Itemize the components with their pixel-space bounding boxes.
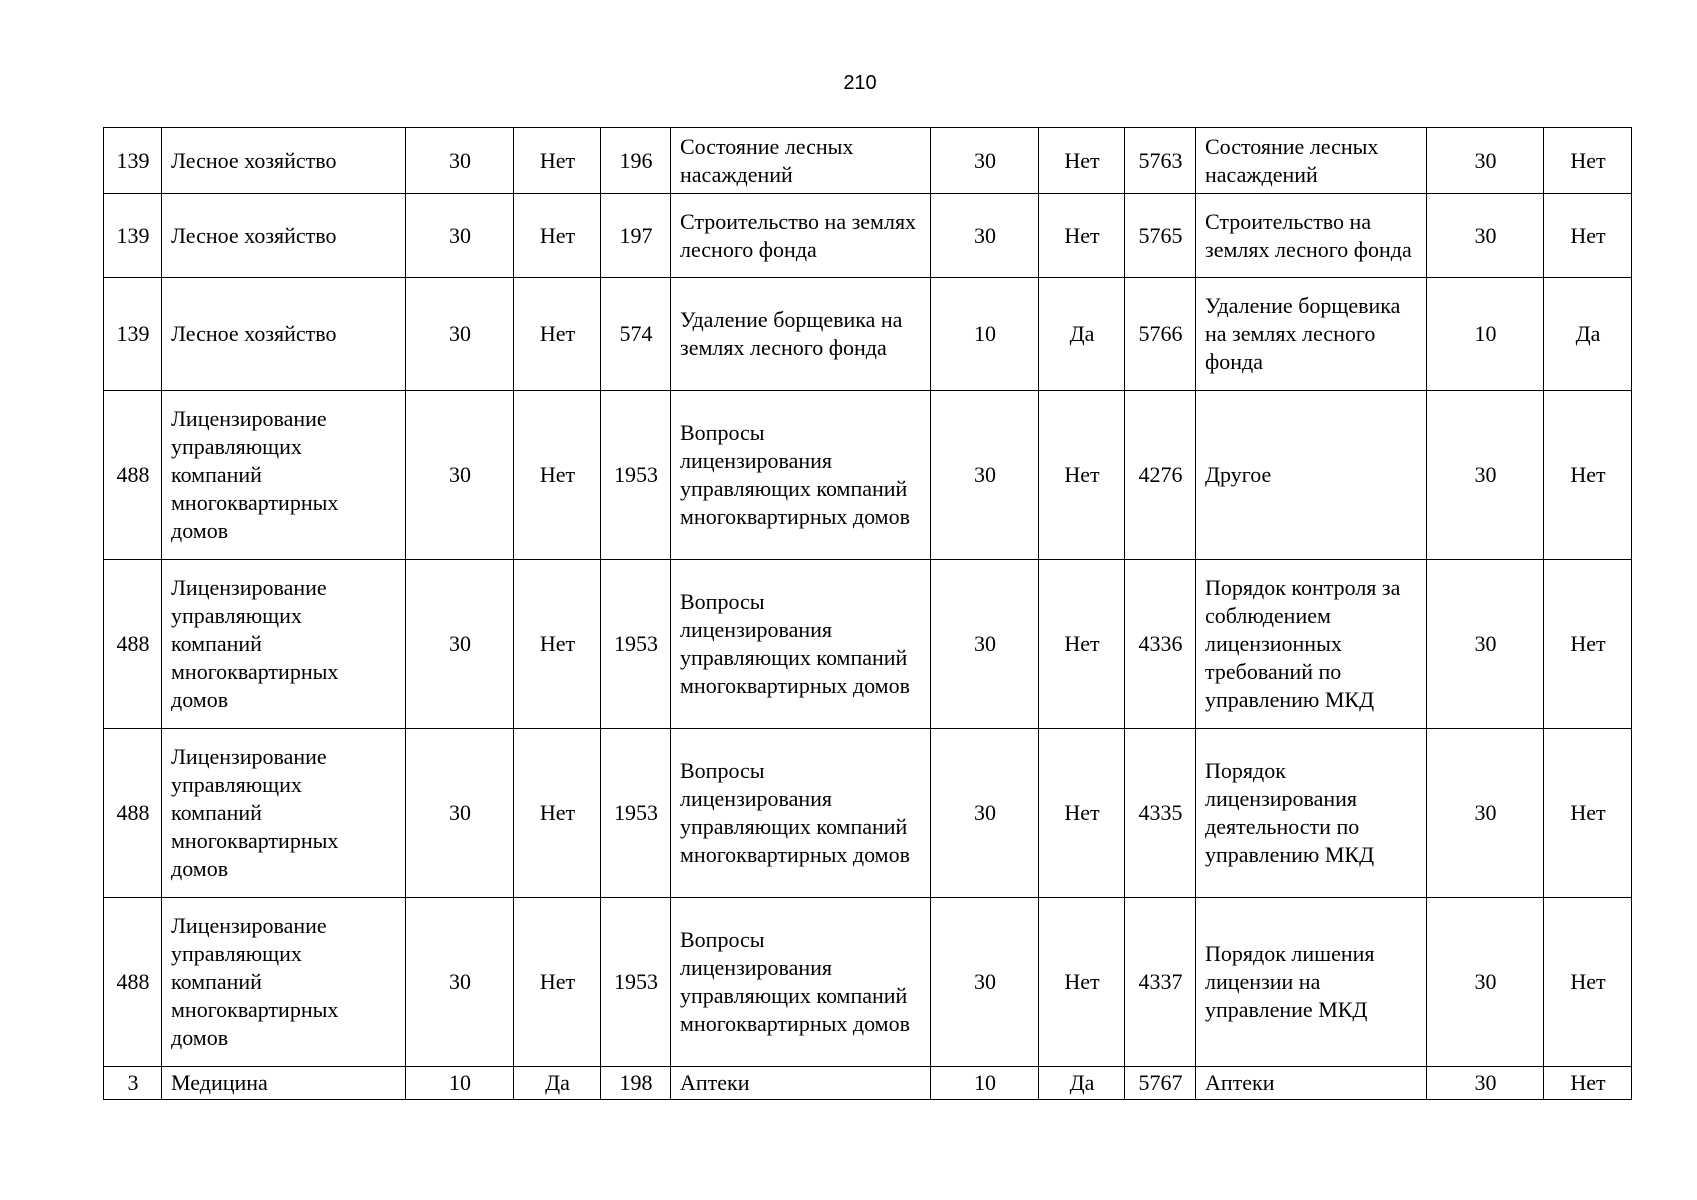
question-name-cell: Состояние лесных насаждений	[1196, 128, 1427, 194]
question-name-cell: Строительство на землях лесного фонда	[1196, 194, 1427, 278]
question-id-cell: 4336	[1125, 560, 1196, 729]
question-days-cell: 30	[1427, 1067, 1544, 1100]
category-flag-cell: Нет	[514, 278, 601, 391]
table-row	[104, 128, 1632, 194]
question-flag-cell: Нет	[1544, 1067, 1632, 1100]
question-id-cell: 5763	[1125, 128, 1196, 194]
category-name-cell: Лицензирование управляющих компаний многоквартирных домов	[162, 898, 406, 1067]
subtopic-days-cell: 30	[931, 729, 1039, 898]
question-name-cell: Порядок лицензирования деятельности по управлению МКД	[1196, 729, 1427, 898]
subtopic-name-cell: Аптеки	[671, 1067, 931, 1100]
subtopic-id-cell: 1953	[601, 560, 671, 729]
category-days-cell: 30	[406, 898, 514, 1067]
subtopic-name-cell: Удаление борщевика на землях лесного фонда	[671, 278, 931, 391]
category-name-cell: Лицензирование управляющих компаний многоквартирных домов	[162, 391, 406, 560]
category-flag-cell: Нет	[514, 194, 601, 278]
table-row	[104, 391, 1632, 560]
subtopic-name-cell: Вопросы лицензирования управляющих компаний многоквартирных домов	[671, 729, 931, 898]
subtopic-flag-cell: Да	[1039, 278, 1125, 391]
question-name-cell: Аптеки	[1196, 1067, 1427, 1100]
subtopic-name-cell: Вопросы лицензирования управляющих компаний многоквартирных домов	[671, 391, 931, 560]
subtopic-flag-cell: Нет	[1039, 391, 1125, 560]
category-flag-cell: Нет	[514, 391, 601, 560]
question-name-cell: Другое	[1196, 391, 1427, 560]
subtopic-id-cell: 574	[601, 278, 671, 391]
subtopic-flag-cell: Нет	[1039, 128, 1125, 194]
question-name-cell: Удаление борщевика на землях лесного фонда	[1196, 278, 1427, 391]
question-flag-cell: Нет	[1544, 560, 1632, 729]
question-flag-cell: Нет	[1544, 128, 1632, 194]
question-id-cell: 5766	[1125, 278, 1196, 391]
question-days-cell: 30	[1427, 898, 1544, 1067]
subtopic-id-cell: 197	[601, 194, 671, 278]
table-row	[104, 194, 1632, 278]
subtopic-days-cell: 30	[931, 391, 1039, 560]
category-days-cell: 30	[406, 560, 514, 729]
category-flag-cell: Нет	[514, 729, 601, 898]
category-days-cell: 10	[406, 1067, 514, 1100]
page-number: 210	[843, 72, 877, 94]
category-days-cell: 30	[406, 729, 514, 898]
question-flag-cell: Нет	[1544, 898, 1632, 1067]
question-id-cell: 4337	[1125, 898, 1196, 1067]
table-row	[104, 560, 1632, 729]
subtopic-flag-cell: Да	[1039, 1067, 1125, 1100]
category-flag-cell: Да	[514, 1067, 601, 1100]
question-flag-cell: Да	[1544, 278, 1632, 391]
question-flag-cell: Нет	[1544, 194, 1632, 278]
category-id-cell: 488	[104, 898, 162, 1067]
category-id-cell: 488	[104, 391, 162, 560]
subtopic-name-cell: Строительство на землях лесного фонда	[671, 194, 931, 278]
question-name-cell: Порядок контроля за соблюдением лицензионных требований по управлению МКД	[1196, 560, 1427, 729]
subtopic-id-cell: 196	[601, 128, 671, 194]
question-id-cell: 5765	[1125, 194, 1196, 278]
subtopic-id-cell: 1953	[601, 898, 671, 1067]
category-days-cell: 30	[406, 128, 514, 194]
category-name-cell: Лицензирование управляющих компаний многоквартирных домов	[162, 729, 406, 898]
question-days-cell: 30	[1427, 194, 1544, 278]
subtopic-days-cell: 30	[931, 128, 1039, 194]
question-id-cell: 5767	[1125, 1067, 1196, 1100]
table-row	[104, 898, 1632, 1067]
subtopic-id-cell: 1953	[601, 391, 671, 560]
question-name-cell: Порядок лишения лицензии на управление МКД	[1196, 898, 1427, 1067]
question-days-cell: 30	[1427, 729, 1544, 898]
category-id-cell: 488	[104, 729, 162, 898]
question-days-cell: 30	[1427, 391, 1544, 560]
question-id-cell: 4335	[1125, 729, 1196, 898]
subtopic-days-cell: 30	[931, 560, 1039, 729]
subtopic-days-cell: 10	[931, 278, 1039, 391]
subtopic-id-cell: 1953	[601, 729, 671, 898]
category-flag-cell: Нет	[514, 560, 601, 729]
category-id-cell: 139	[104, 128, 162, 194]
category-name-cell: Лесное хозяйство	[162, 194, 406, 278]
category-flag-cell: Нет	[514, 128, 601, 194]
table-row	[104, 729, 1632, 898]
subtopic-name-cell: Состояние лесных насаждений	[671, 128, 931, 194]
question-flag-cell: Нет	[1544, 391, 1632, 560]
question-id-cell: 4276	[1125, 391, 1196, 560]
table-row	[104, 278, 1632, 391]
subtopic-id-cell: 198	[601, 1067, 671, 1100]
question-flag-cell: Нет	[1544, 729, 1632, 898]
category-id-cell: 488	[104, 560, 162, 729]
category-days-cell: 30	[406, 391, 514, 560]
subtopic-name-cell: Вопросы лицензирования управляющих компаний многоквартирных домов	[671, 898, 931, 1067]
subtopic-days-cell: 10	[931, 1067, 1039, 1100]
subtopic-days-cell: 30	[931, 194, 1039, 278]
subtopic-flag-cell: Нет	[1039, 729, 1125, 898]
subtopic-name-cell: Вопросы лицензирования управляющих компаний многоквартирных домов	[671, 560, 931, 729]
category-days-cell: 30	[406, 278, 514, 391]
category-name-cell: Медицина	[162, 1067, 406, 1100]
subtopic-flag-cell: Нет	[1039, 898, 1125, 1067]
category-id-cell: 3	[104, 1067, 162, 1100]
subtopic-flag-cell: Нет	[1039, 194, 1125, 278]
category-name-cell: Лицензирование управляющих компаний многоквартирных домов	[162, 560, 406, 729]
category-name-cell: Лесное хозяйство	[162, 128, 406, 194]
category-flag-cell: Нет	[514, 898, 601, 1067]
question-days-cell: 10	[1427, 278, 1544, 391]
subtopic-days-cell: 30	[931, 898, 1039, 1067]
topics-table	[103, 127, 1632, 1100]
subtopic-flag-cell: Нет	[1039, 560, 1125, 729]
table-row	[104, 1067, 1632, 1100]
question-days-cell: 30	[1427, 560, 1544, 729]
question-days-cell: 30	[1427, 128, 1544, 194]
category-name-cell: Лесное хозяйство	[162, 278, 406, 391]
category-days-cell: 30	[406, 194, 514, 278]
category-id-cell: 139	[104, 194, 162, 278]
category-id-cell: 139	[104, 278, 162, 391]
